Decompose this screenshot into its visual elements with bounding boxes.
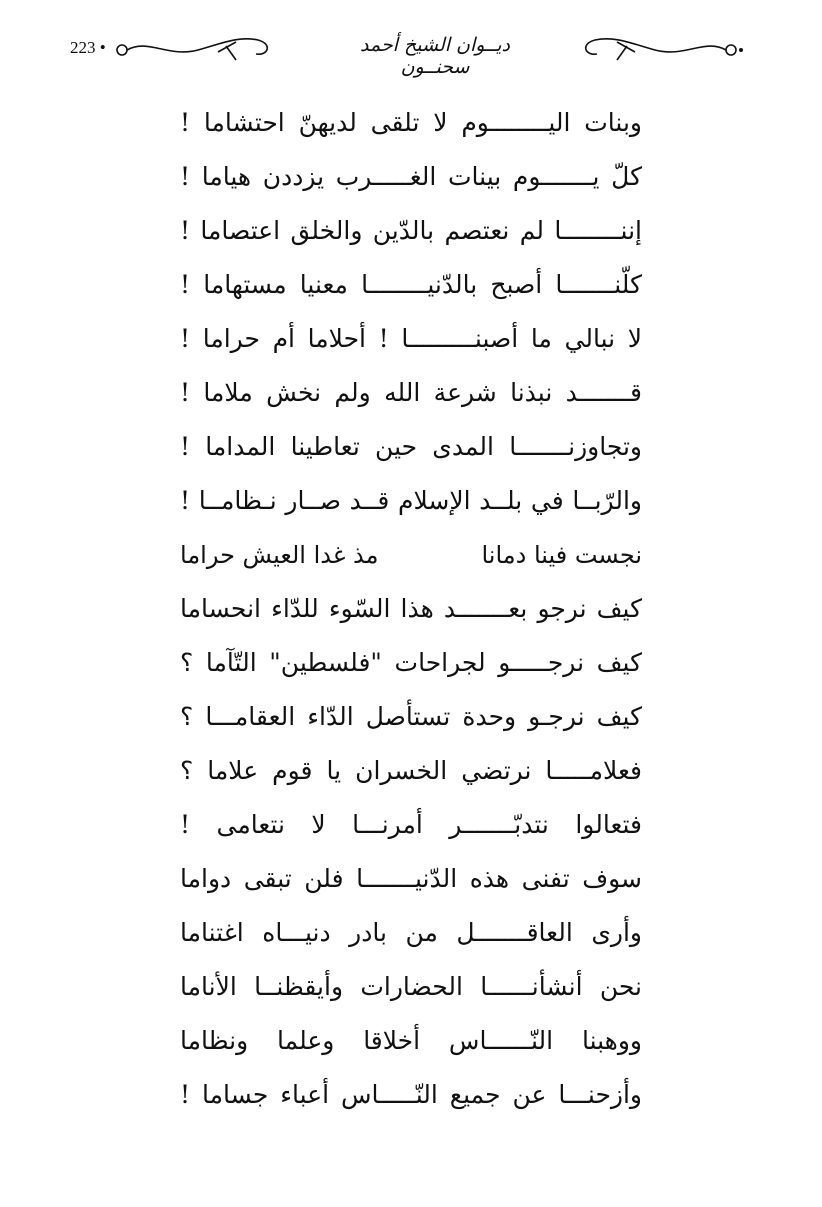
- right-ornament-icon: [575, 28, 745, 68]
- verse-line: سوف تفنى هذه الدّنيـــــــا فلن تبقى دواما: [180, 864, 642, 893]
- verse-line: فتعالوا نتدبّـــــــر أمرنـــا لا نتعامى !: [180, 810, 642, 839]
- verse-line: كلّنـــــــا أصبح بالدّنيــــــــا معنيا مستهاما !: [180, 270, 642, 299]
- header-title: ديــوان الشيخ أحمد سحنــون: [359, 34, 510, 78]
- verse-line: نحن أنشأنــــــا الحضارات وأيقظنــا الأناما: [180, 972, 642, 1001]
- verse-line: كلّ يـــــــوم بينات الغـــــرب يزددن هياما !: [180, 162, 642, 191]
- page-header: [0, 20, 822, 80]
- verse-line: كيف نرجـــــو لجراحات "فلسطين" التّآما ؟: [180, 648, 642, 677]
- first-hemistich: نجست فينا دمانا: [481, 541, 642, 569]
- verse-line: كيف نرجو بعـــــــد هذا السّوء للدّاء انحساما: [180, 594, 642, 623]
- verse-line: كيف نرجـو وحدة تستأصل الدّاء العقامـــا ؟: [180, 702, 642, 731]
- verse-line: فعلامـــــا نرتضي الخسران يا قوم علاما ؟: [180, 756, 642, 785]
- verse-line: وتجاوزنـــــــا المدى حين تعاطينا المداما !: [180, 432, 642, 461]
- second-hemistich: مذ غدا العيش حراما: [180, 541, 379, 569]
- verse-line: قـــــــد نبذنا شرعة الله ولم نخش ملاما !: [180, 378, 642, 407]
- verse-line: إننــــــــا لم نعتصم بالدّين والخلق اعتصاما !: [180, 216, 642, 245]
- verse-line: لا نبالي ما أصبنـــــــــا ! أحلاما أم حراما !: [180, 324, 642, 353]
- verse-line: وبنات اليــــــــوم لا تلقى لديهنّ احتشاما !: [180, 108, 642, 137]
- verse-line: ووهبنا النّــــــاس أخلاقا وعلما ونظاما: [180, 1026, 642, 1055]
- verse-line: والرّبــا في بلــد الإسلام قــد صــار نـظامــا !: [180, 486, 642, 515]
- left-ornament-icon: [108, 28, 278, 68]
- poem-body: [180, 96, 642, 1122]
- split-verse-line: [180, 528, 642, 582]
- page-number: 223 •: [70, 38, 106, 57]
- verse-line: وأرى العاقـــــــل من بادر دنيـــاه اغتناما: [180, 918, 642, 947]
- verse-line: وأزحنـــا عن جميع النّـــــاس أعباء جساما !: [180, 1080, 642, 1109]
